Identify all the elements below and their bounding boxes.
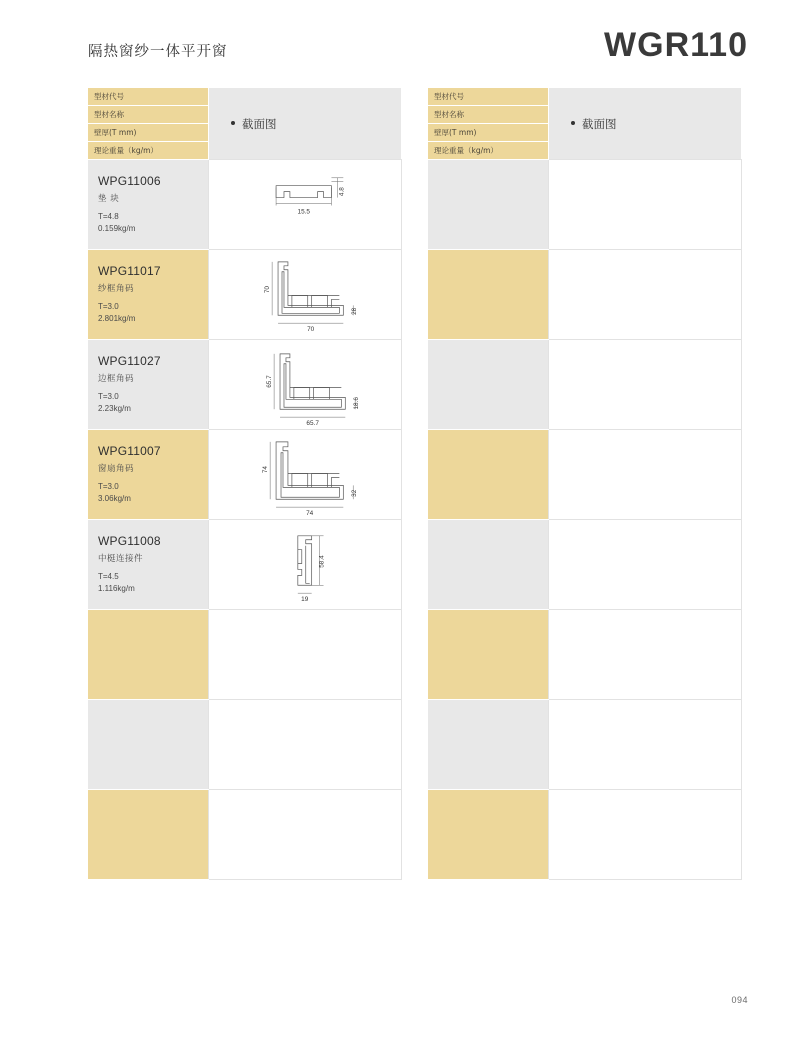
profile-figure-cell bbox=[209, 700, 402, 790]
table-row bbox=[88, 520, 401, 610]
profile-code: WPG11007 bbox=[98, 444, 161, 458]
table-row bbox=[428, 160, 741, 250]
page-number: 094 bbox=[731, 995, 748, 1005]
dimension-label: 4.8 bbox=[338, 187, 346, 197]
profile-name: 窗扇角码 bbox=[98, 464, 135, 474]
table-row bbox=[428, 610, 741, 700]
profile-weight: 2.23kg/m bbox=[98, 404, 131, 413]
bullet-icon bbox=[231, 121, 235, 125]
table-row bbox=[88, 160, 401, 250]
profile-figure-cell bbox=[209, 430, 402, 520]
profile-info-cell bbox=[428, 700, 549, 790]
header-label-name: 型材名称 bbox=[428, 106, 549, 124]
profile-info-cell bbox=[88, 160, 209, 250]
header-label-weight: 理论重量（kg/m） bbox=[428, 142, 549, 160]
series-code: WGR110 bbox=[604, 26, 748, 64]
profile-thickness: T=3.0 bbox=[98, 302, 119, 311]
dimension-label: 70 bbox=[264, 285, 272, 294]
dimension-label: 19 bbox=[301, 596, 309, 604]
header-label-thickness: 壁厚(T mm) bbox=[88, 124, 209, 142]
bullet-icon bbox=[571, 121, 575, 125]
profile-figure-cell bbox=[549, 430, 742, 520]
profile-figure-cell bbox=[209, 250, 402, 340]
profile-weight: 1.116kg/m bbox=[98, 584, 135, 593]
profile-code: WPG11008 bbox=[98, 534, 161, 548]
profile-thickness: T=3.0 bbox=[98, 392, 119, 401]
cross-section-screen-frame-corner bbox=[209, 250, 401, 339]
dimension-label: 74 bbox=[306, 510, 314, 518]
profile-code: WPG11027 bbox=[98, 354, 161, 368]
table-row bbox=[428, 250, 741, 340]
profile-figure-cell bbox=[549, 250, 742, 340]
table-row bbox=[88, 700, 401, 790]
profile-name: 边框角码 bbox=[98, 374, 135, 384]
profile-info-cell bbox=[88, 250, 209, 340]
table-row bbox=[428, 520, 741, 610]
header-figure-label: 截面图 bbox=[242, 116, 277, 131]
profile-thickness: T=4.5 bbox=[98, 572, 119, 581]
profile-info-cell bbox=[88, 700, 209, 790]
profile-figure-cell bbox=[209, 160, 402, 250]
profile-table-left bbox=[88, 88, 402, 880]
profile-code: WPG11017 bbox=[98, 264, 161, 278]
profile-thickness: T=4.8 bbox=[98, 212, 119, 221]
dimension-label: 28 bbox=[351, 307, 359, 315]
profile-info-cell bbox=[88, 430, 209, 520]
profile-spec bbox=[98, 211, 135, 235]
header-section-figure bbox=[209, 88, 402, 160]
table-row bbox=[428, 700, 741, 790]
page-title: 隔热窗纱一体平开窗 bbox=[88, 44, 228, 60]
profile-thickness: T=3.0 bbox=[98, 482, 119, 491]
profile-weight: 0.159kg/m bbox=[98, 224, 136, 233]
table-row bbox=[88, 250, 401, 340]
profile-spec bbox=[98, 391, 131, 415]
table-row bbox=[88, 430, 401, 520]
profile-name: 纱框角码 bbox=[98, 284, 135, 294]
profile-weight: 2.801kg/m bbox=[98, 314, 136, 323]
profile-table-right bbox=[428, 88, 742, 880]
dimension-label: 65.7 bbox=[306, 420, 319, 428]
profile-spec bbox=[98, 571, 135, 595]
profile-figure-cell bbox=[209, 610, 402, 700]
profile-info-cell bbox=[88, 790, 209, 880]
profile-code: WPG11006 bbox=[98, 174, 161, 188]
profile-info-cell bbox=[428, 250, 549, 340]
table-row bbox=[428, 340, 741, 430]
profile-figure-cell bbox=[549, 790, 742, 880]
profile-spec bbox=[98, 301, 135, 325]
profile-weight: 3.06kg/m bbox=[98, 494, 131, 503]
cross-section-border-frame-corner bbox=[209, 340, 401, 429]
profile-figure-cell bbox=[209, 790, 402, 880]
cross-section-pad-block bbox=[209, 160, 401, 249]
header-label-code: 型材代号 bbox=[428, 88, 549, 106]
profile-info-cell bbox=[88, 340, 209, 430]
page-header bbox=[88, 26, 748, 76]
header-label-code: 型材代号 bbox=[88, 88, 209, 106]
table-header-row bbox=[88, 88, 401, 106]
profile-spec bbox=[98, 481, 131, 505]
profile-info-cell bbox=[428, 790, 549, 880]
dimension-label: 18.6 bbox=[353, 397, 361, 410]
header-figure-label: 截面图 bbox=[582, 116, 617, 131]
dimension-label: 58.4 bbox=[318, 555, 326, 568]
dimension-label: 15.5 bbox=[297, 208, 310, 216]
profile-figure-cell bbox=[549, 160, 742, 250]
profile-name: 垫 块 bbox=[98, 194, 120, 204]
table-row bbox=[428, 430, 741, 520]
profile-info-cell bbox=[88, 520, 209, 610]
table-row bbox=[428, 790, 741, 880]
dimension-label: 70 bbox=[307, 326, 315, 334]
profile-info-cell bbox=[428, 160, 549, 250]
profile-info-cell bbox=[428, 340, 549, 430]
profile-name: 中梃连接件 bbox=[98, 554, 144, 564]
table-row bbox=[88, 340, 401, 430]
header-label-thickness: 壁厚(T mm) bbox=[428, 124, 549, 142]
profile-figure-cell bbox=[549, 610, 742, 700]
profile-figure-cell bbox=[549, 520, 742, 610]
dimension-label: 32 bbox=[351, 489, 359, 497]
table-header-row bbox=[428, 88, 741, 106]
profile-figure-cell bbox=[549, 340, 742, 430]
dimension-label: 65.7 bbox=[266, 375, 274, 388]
profile-figure-cell bbox=[209, 520, 402, 610]
profile-info-cell bbox=[428, 610, 549, 700]
profile-figure-cell bbox=[549, 700, 742, 790]
cross-section-mullion-connector bbox=[209, 520, 401, 609]
header-label-name: 型材名称 bbox=[88, 106, 209, 124]
profile-info-cell bbox=[428, 430, 549, 520]
header-section-figure bbox=[549, 88, 742, 160]
profile-info-cell bbox=[88, 610, 209, 700]
header-label-weight: 理论重量（kg/m） bbox=[88, 142, 209, 160]
profile-info-cell bbox=[428, 520, 549, 610]
profile-figure-cell bbox=[209, 340, 402, 430]
table-row bbox=[88, 610, 401, 700]
table-row bbox=[88, 790, 401, 880]
cross-section-sash-corner bbox=[209, 430, 401, 519]
dimension-label: 74 bbox=[262, 465, 270, 474]
